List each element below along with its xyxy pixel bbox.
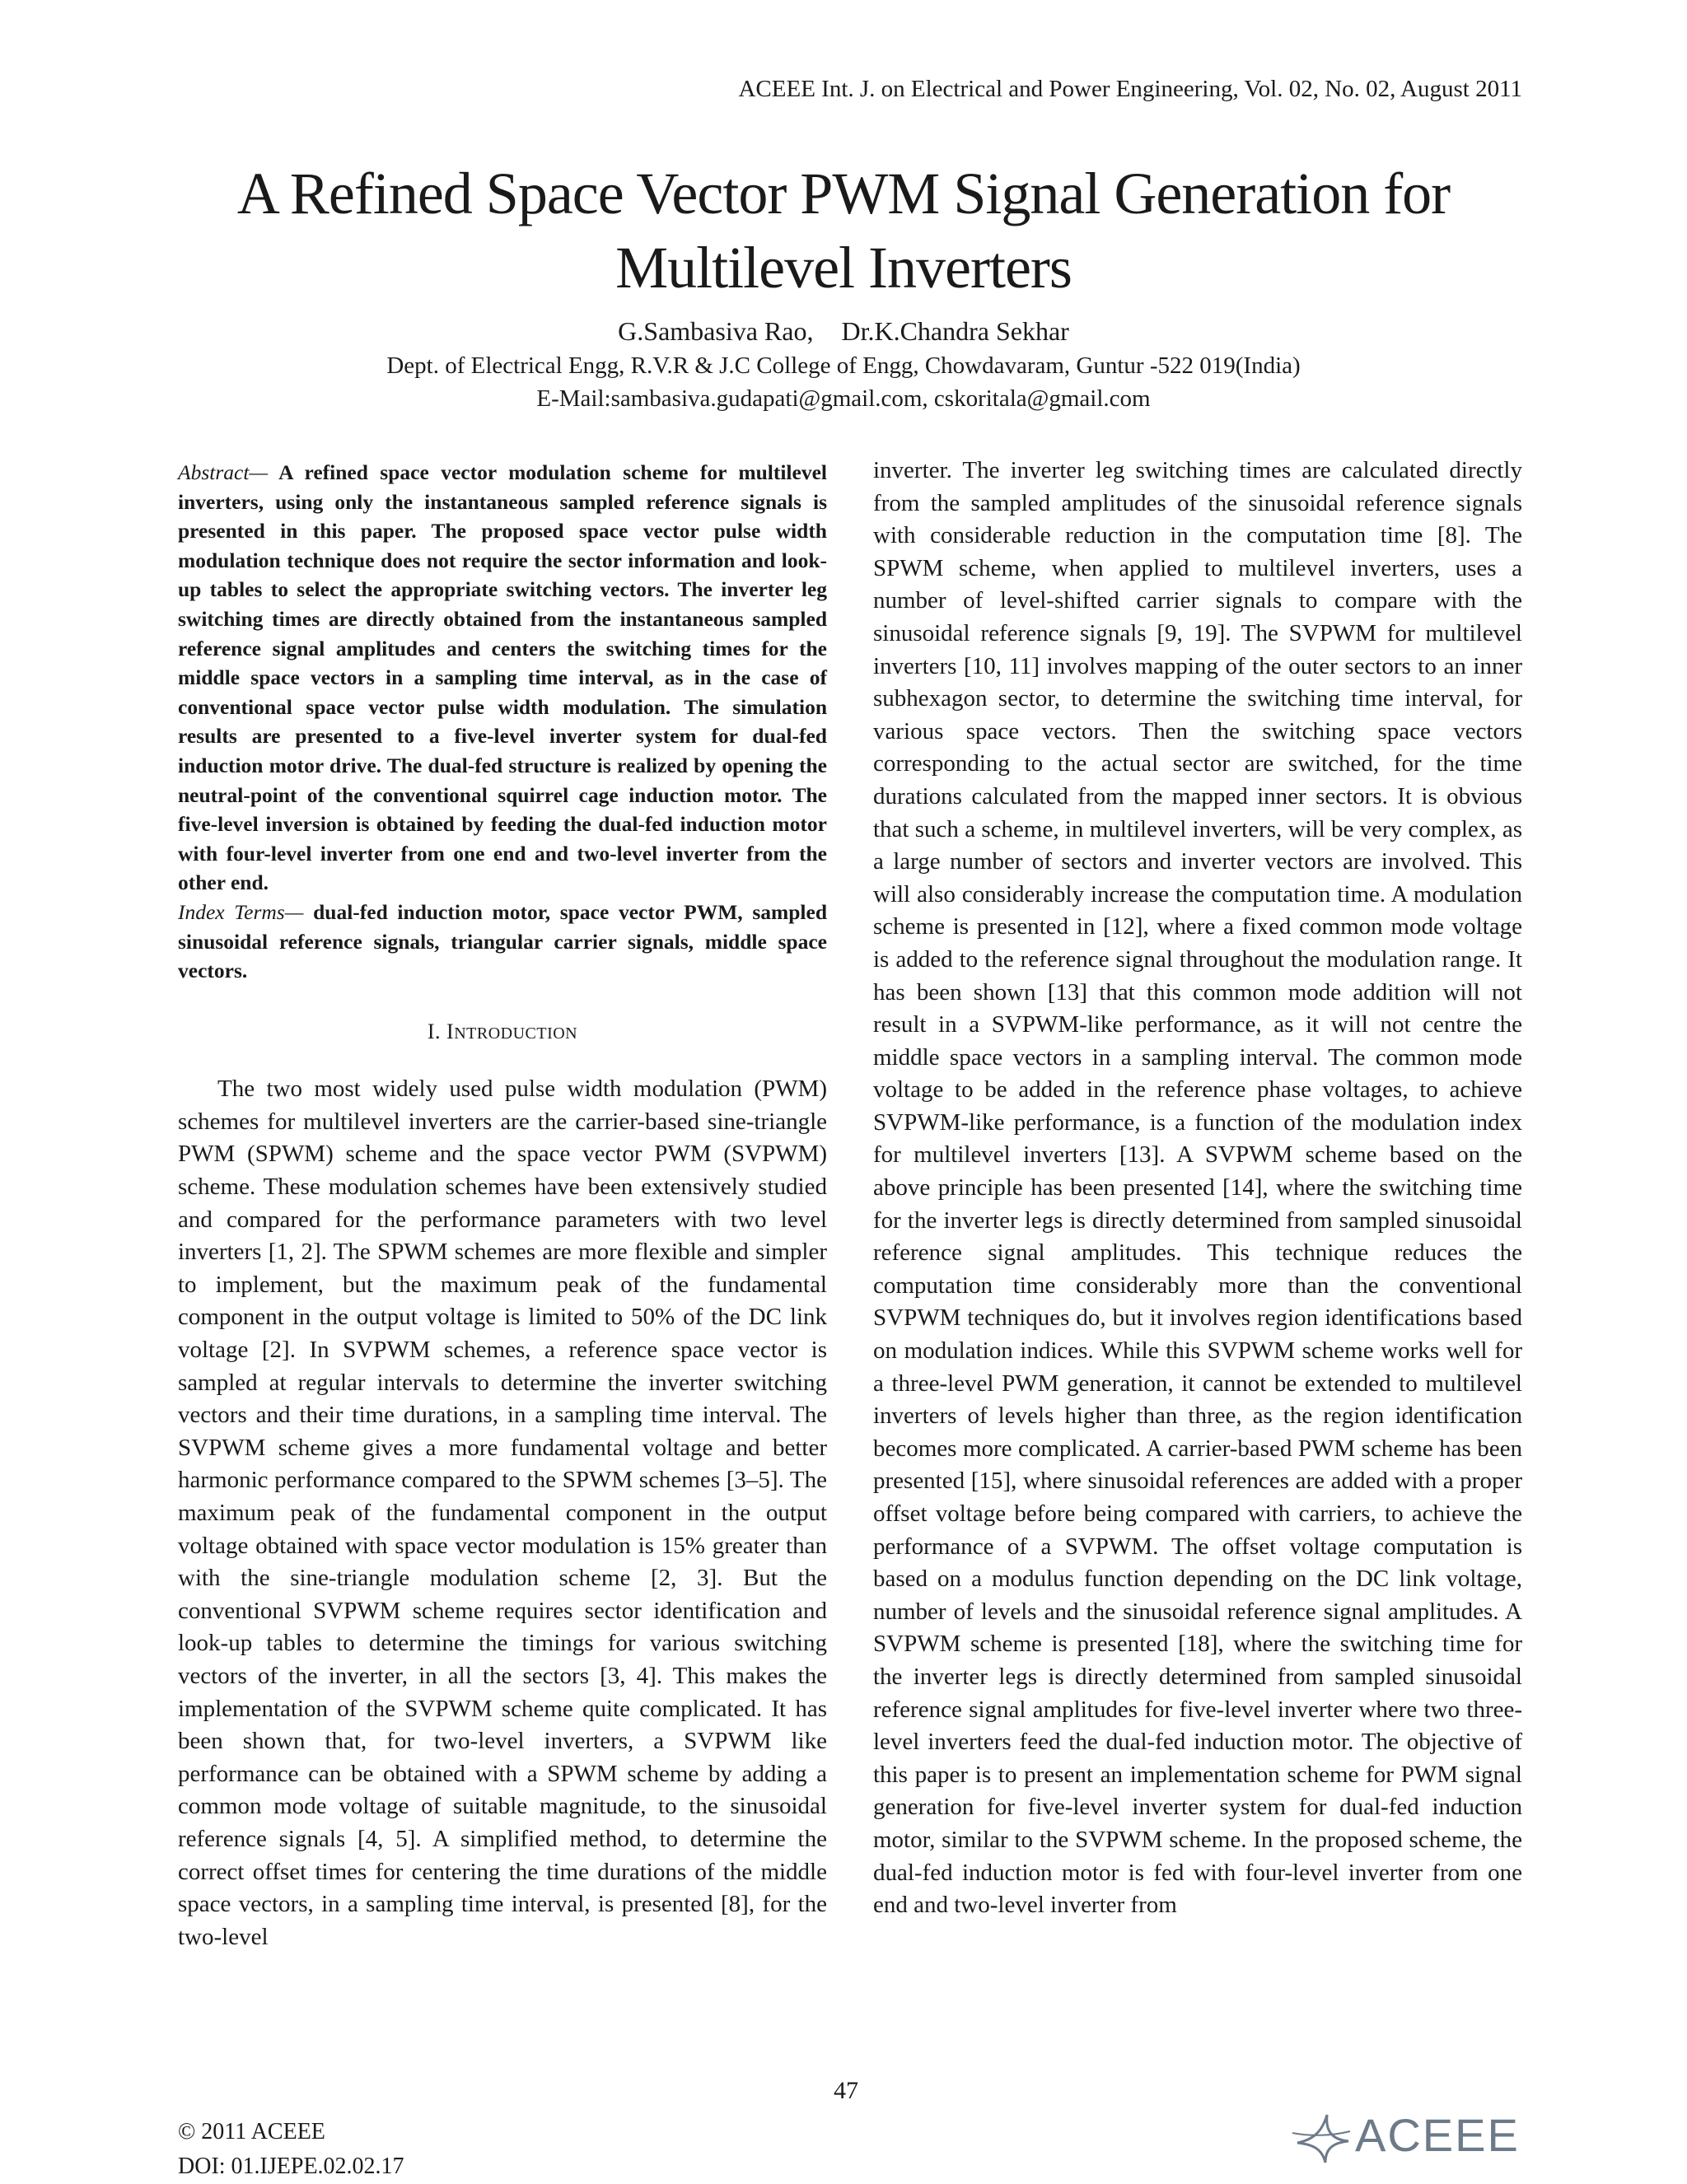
- copyright-text: © 2011 ACEEE: [178, 2119, 325, 2144]
- email-line: E-Mail:sambasiva.gudapati@gmail.com, cskoritala@gmail.com: [536, 385, 1151, 412]
- index-terms-label: Index Terms—: [178, 899, 304, 924]
- paper-title: [0, 156, 1687, 305]
- doi-text: DOI: 01.IJEPE.02.02.17: [178, 2154, 404, 2179]
- index-terms: [178, 898, 827, 986]
- footer-left: [178, 2115, 404, 2184]
- logo-text: ACEEE: [1355, 2109, 1520, 2161]
- title-line-2: Multilevel Inverters: [615, 235, 1072, 301]
- authors: [0, 316, 1687, 347]
- title-line-1: A Refined Space Vector PWM Signal Generation for: [236, 161, 1451, 226]
- author-2: Dr.K.Chandra Sekhar: [841, 316, 1069, 346]
- section-heading-introduction: I. INTRODUCTION: [427, 1019, 578, 1043]
- journal-header: ACEEE Int. J. on Electrical and Power Engineering, Vol. 02, No. 02, August 2011: [738, 76, 1522, 102]
- page-number: 47: [834, 2077, 858, 2104]
- abstract-text: A refined space vector modulation scheme for multilevel inverters, using only the instantaneous sampled reference signals is presented in this paper. The proposed space vector pulse width modulation technique does not require the sector information and look-up tables to select the appropriate switching vectors. The inverter leg switching times are directly obtained from the instantaneous sampled reference signal amplitudes and centers the switching times for the middle space vectors in a sampling time interval, as in the case of conventional space vector pulse width modulation. The simulation results are presented to a five-level inverter system for dual-fed induction motor drive. The dual-fed structure is realized by opening the neutral-point of the conventional squirrel cage induction motor. The five-level inversion is obtained by feeding the dual-fed induction motor with four-level inverter from one end and two-level inverter from the other end.: [178, 460, 827, 895]
- right-column: [873, 455, 1522, 1922]
- aceee-logo: [1289, 2108, 1528, 2166]
- abstract-label: Abstract—: [178, 460, 269, 484]
- right-paragraph: inverter. The inverter leg switching times are calculated directly from the sampled amplitudes of the sinusoidal reference signals with considerable reduction in the computation time [8]. The SPWM scheme, when applied to multilevel inverters, uses a number of level-shifted carrier signals to compare with the sinusoidal reference signals [9, 19]. The SVPWM for multilevel inverters [10, 11] involves mapping of the outer sectors to an inner subhexagon sector, to determine the switching time interval, for various space vectors. Then the switching space vectors corresponding to the actual sector are switched, for the time durations calculated from the mapped inner sectors. It is obvious that such a scheme, in multilevel inverters, will be very complex, as a large number of sectors and inverter vectors are involved. This will also considerably increase the computation time. A modulation scheme is presented in [12], where a fixed common mode voltage is added to the reference signal throughout the modulation range. It has been shown [13] that this common mode addition will not result in a SVPWM-like performance, as it will not centre the middle space vectors in a sampling interval. The common mode voltage to be added in the reference phase voltages, to achieve SVPWM-like performance, is a function of the modulation index for multilevel inverters [13]. A SVPWM scheme based on the above principle has been presented [14], where the switching time for the inverter legs is directly determined from sampled sinusoidal reference signal amplitudes. This technique reduces the computation time considerably more than the conventional SVPWM techniques do, but it involves region identifications based on modulation indices. While this SVPWM scheme works well for a three-level PWM generation, it cannot be extended to multilevel inverters of levels higher than three, as the region identification becomes more complicated. A carrier-based PWM scheme has been presented [15], where sinusoidal references are added with a proper offset voltage before being compared with carriers, to achieve the performance of a SVPWM. The offset voltage computation is based on a modulus function depending on the DC link voltage, number of levels and the sinusoidal reference signal amplitudes. A SVPWM scheme is presented [18], where the switching time for the inverter legs is directly determined from sampled sinusoidal reference signal amplitudes for five-level inverter where two three-level inverters feed the dual-fed induction motor. The objective of this paper is to present an implementation scheme for PWM signal generation for five-level inverter system for dual-fed induction motor, similar to the SVPWM scheme. In the proposed scheme, the dual-fed induction motor is fed with four-level inverter from one end and two-level inverter from: [873, 457, 1522, 1919]
- logo-star-icon: [1289, 2108, 1355, 2166]
- abstract: [178, 458, 827, 898]
- author-1: G.Sambasiva Rao,: [618, 316, 814, 346]
- index-terms-text: dual-fed induction motor, space vector PWM, sampled sinusoidal reference signals, triangular carrier signals, middle space vectors.: [178, 899, 827, 983]
- affiliation: Dept. of Electrical Engg, R.V.R & J.C College of Engg, Chowdavaram, Guntur -522 019(India): [386, 352, 1301, 379]
- left-column: [178, 458, 827, 1953]
- intro-paragraph: The two most widely used pulse width modulation (PWM) schemes for multilevel inverters are the carrier-based sine-triangle PWM (SPWM) scheme and the space vector PWM (SVPWM) scheme. These modulation schemes have been extensively studied and compared for the performance parameters with two level inverters [1, 2]. The SPWM schemes are more flexible and simpler to implement, but the maximum peak of the fundamental component in the output voltage is limited to 50% of the DC link voltage [2]. In SVPWM schemes, a reference space vector is sampled at regular intervals to determine the inverter switching vectors and their time durations, in a sampling time interval. The SVPWM scheme gives a more fundamental voltage and better harmonic performance compared to the SPWM schemes [3–5]. The maximum peak of the fundamental component in the output voltage obtained with space vector modulation is 15% greater than with the sine-triangle modulation scheme [2, 3]. But the conventional SVPWM scheme requires sector identification and look-up tables to determine the timings for various switching vectors of the inverter, in all the sectors [3, 4]. This makes the implementation of the SVPWM scheme quite complicated. It has been shown that, for two-level inverters, a SVPWM like performance can be obtained with a SPWM scheme by adding a common mode voltage of suitable magnitude, to the sinusoidal reference signals [4, 5]. A simplified method, to determine the correct offset times for centering the time durations of the middle space vectors, in a sampling time interval, is presented [8], for the two-level: [178, 1076, 827, 1950]
